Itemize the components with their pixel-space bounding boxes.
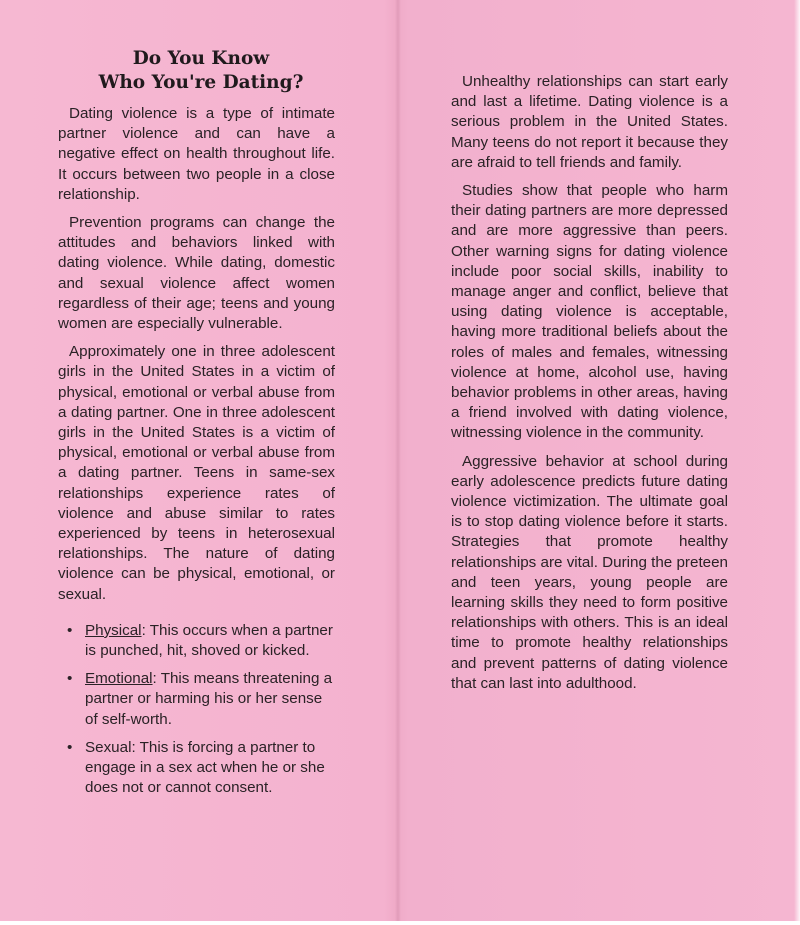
bullet-icon: • [67,621,73,639]
term-sexual: Sexual [85,738,132,756]
left-paragraph-1: Dating violence is a type of intimate partner violence and can have a negative effect on health throughout life. It occurs between two people in a close relationship. [58,105,335,203]
list-item-sexual [58,738,333,799]
left-paragraph-3: Approximately one in three adolescent girls in the United States in a victim of physical, emotional or verbal abuse from a dating partner. One in three adolescent girls in the United States is a victim of physical, emotional or verbal abuse from a dating partner. Teens in same-sex relationships experience rates of violence and abuse similar to rates experienced by teens in heterosexual relationships. The nature of dating violence can be physical, emotional, or sexual. [58,343,335,603]
bullet-icon: • [67,738,73,756]
page-bottom-edge [0,921,800,925]
definition-sexual: : This is forcing a partner to engage in a sex act when he or she does not or cannot consent. [85,738,325,797]
right-paragraph-1: Unhealthy relationships can start early and last a lifetime. Dating violence is a serious problem in the United States. Many teens do not report it because they are afraid to tell friends and family. [451,73,728,171]
list-item-physical [58,621,333,661]
right-paragraph-2: Studies show that people who harm their dating partners are more depressed and are more aggressive than peers. Other warning signs for dating violence include poor social skills, inability to manage anger and conflict, believe that using dating violence is acceptable, having more traditional beliefs about the roles of males and females, witnessing violence at home, alcohol use, having behavior problems in other areas, having a friend involved with dating violence, witnessing violence in the community. [451,182,728,442]
violence-types-list [58,621,335,799]
bullet-icon: • [67,670,73,688]
page-title-line-2: Who You're Dating? [98,72,304,93]
brochure-fold [395,0,401,925]
left-column [58,104,335,807]
page-title-line-1: Do You Know [132,48,270,69]
term-physical: Physical [85,621,142,639]
title-block [58,47,344,95]
page-title [58,47,344,95]
right-column [451,72,728,702]
page-edge [794,0,800,925]
list-item-emotional [58,669,333,730]
definition-emotional: : This means threatening a partner or harming his or her sense of self-worth. [85,670,333,728]
left-paragraph-2: Prevention programs can change the attitudes and behaviors linked with dating violence. While dating, domestic and sexual violence affect women regardless of their age; teens and young women are especially vulnerable. [58,214,335,333]
definition-physical: : This occurs when a partner is punched, hit, shoved or kicked. [85,621,333,660]
right-paragraph-3: Aggressive behavior at school during early adolescence predicts future dating violence victimization. The ultimate goal is to stop dating violence before it starts. Strategies that promote healthy relationships are vital. During the preteen and teen years, young people are learning skills they need to form positive relationships with others. This is an ideal time to promote healthy relationships and prevent patterns of dating violence that can last into adulthood. [451,452,728,692]
term-emotional: Emotional [85,670,153,688]
